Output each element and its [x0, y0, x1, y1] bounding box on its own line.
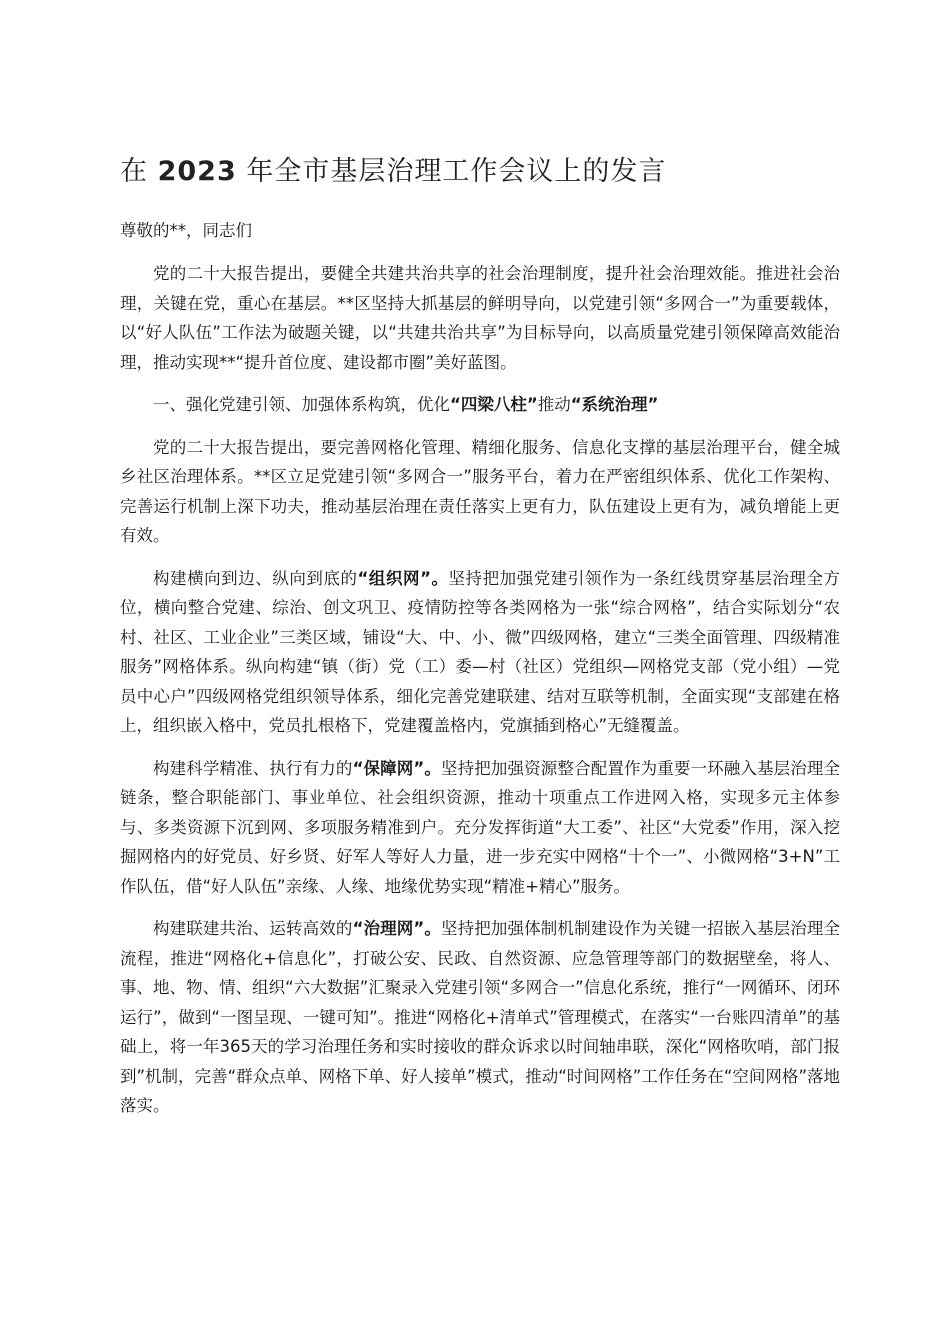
- paragraph-governance-net: [120, 914, 840, 1121]
- title-year: 2023: [157, 156, 237, 187]
- governance-net-body: 坚持把加强体制机制建设作为关键一招嵌入基层治理全流程，推进“网格化+信息化”，打破公安、民政、自然资源、应急管理等部门的数据壁垒，将人、事、地、物、情、组织“六大数据”汇聚录入党建引领“多网合一”信息化系统，推行“一网循环、闭环运行”，做到“一图呈现、一键可知”。推进“网格化+清单式”管理模式，在落实“一台账四清单”的基础上，将一年365天的学习治理任务和实时接收的群众诉求以时间轴串联，深化“网格吹哨，部门报到”机制，完善“群众点单、网格下单、好人接单”模式，推动“时间网格”工作任务在“空间网格”落地落实。: [120, 919, 841, 1115]
- title-prefix: 在: [120, 156, 148, 187]
- paragraph-organization-net: [120, 564, 840, 741]
- paragraph-guarantee-net: [120, 754, 840, 902]
- salutation: 尊敬的**，同志们: [120, 221, 252, 240]
- guarantee-net-body: 坚持把加强资源整合配置作为重要一环融入基层治理全链条，整合职能部门、事业单位、社会组织资源，推动十项重点工作进网入格，实现多元主体参与、多类资源下沉到网、多项服务精准到户。充分发挥街道“大工委”、社区“大党委”作用，深入挖掘网格内的好党员、好乡贤、好军人等好人力量，进一步充实中网格“十个一”、小微网格“3+N”工作队伍，借“好人队伍”亲缘、人缘、地缘优势实现“精准+精心”服务。: [120, 758, 841, 896]
- paragraph-intro: 党的二十大报告提出，要健全共建共治共享的社会治理制度，提升社会治理效能。推进社会治理，关键在党，重心在基层。**区坚持大抓基层的鲜明导向，以党建引领“多网合一”为重要载体，以“好人队伍”工作法为破题关键，以“共建共治共享”为目标导向，以高质量党建引领保障高效能治理，推动实现**“提升首位度、建设都市圈”美好蓝图。: [120, 264, 840, 372]
- heading-part-a: 一、强化党建引领、加强体系构筑，优化: [153, 395, 450, 414]
- governance-net-term: “治理网”。: [352, 919, 442, 938]
- section-heading-1: [120, 390, 840, 420]
- governance-net-lead: 构建联建共治、运转高效的: [153, 919, 353, 938]
- heading-part-d: “系统治理”: [570, 395, 659, 414]
- organization-net-lead: 构建横向到边、纵向到底的: [153, 568, 358, 588]
- heading-part-b: “四梁八柱”: [450, 395, 538, 414]
- paragraph-section-intro: 党的二十大报告提出，要完善网格化管理、精细化服务、信息化支撑的基层治理平台，健全城乡社区治理体系。**区立足党建引领“多网合一”服务平台，着力在严密组织体系、优化工作架构、完善运行机制上深下功夫，推动基层治理在责任落实上更有力，队伍建设上更有为，减负增能上更有效。: [120, 437, 840, 545]
- guarantee-net-term: “保障网”。: [352, 758, 442, 778]
- guarantee-net-lead: 构建科学精准、执行有力的: [153, 758, 353, 778]
- title-suffix: 年全市基层治理工作会议上的发言: [246, 156, 667, 187]
- document-page: [120, 150, 840, 1134]
- organization-net-body: 坚持把加强党建引领作为一条红线贯穿基层治理全方位，横向整合党建、综治、创文巩卫、疫情防控等各类网格为一张“综合网格”，结合实际划分“农村、社区、工业企业”三类区域，铺设“大、中、小、微”四级网格，建立“三类全面管理、四级精准服务”网格体系。纵向构建“镇（街）党（工）委—村（社区）党组织—网格党支部（党小组）—党员中心户”四级网格党组织领导体系，细化完善党建联建、结对互联等机制，全面实现“支部建在格上，组织嵌入格中，党员扎根格下，党建覆盖格内，党旗插到格心”无缝覆盖。: [120, 568, 841, 735]
- heading-part-c: 推动: [537, 395, 571, 414]
- document-title: [120, 150, 840, 194]
- organization-net-term: “组织网”。: [357, 568, 449, 588]
